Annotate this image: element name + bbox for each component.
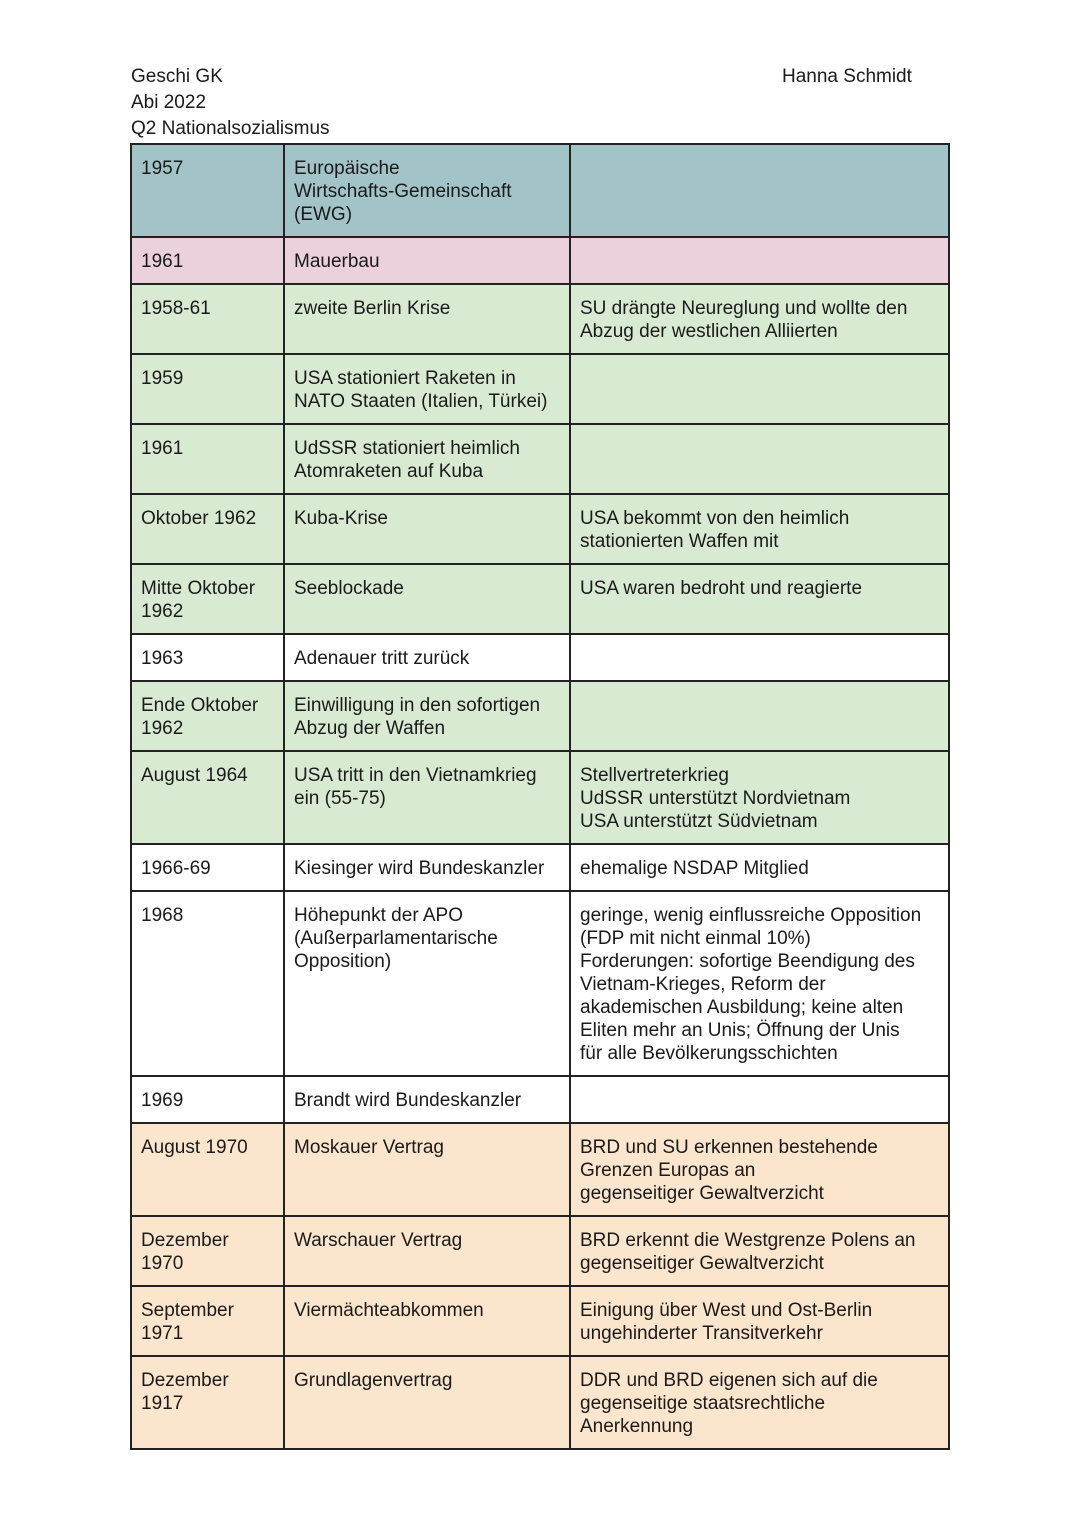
date-cell xyxy=(131,681,284,751)
notes-cell xyxy=(570,284,949,354)
notes-cell xyxy=(570,1286,949,1356)
date-cell xyxy=(131,751,284,844)
table-row xyxy=(131,891,949,1076)
event-text: zweite Berlin Krise xyxy=(294,298,451,319)
event-text: Kuba-Krise xyxy=(294,508,388,529)
date-text: August 1964 xyxy=(141,765,248,786)
date-cell xyxy=(131,1286,284,1356)
date-text: 1966-69 xyxy=(141,858,211,879)
event-cell xyxy=(284,564,570,634)
notes-text: SU drängte Neureglung und wollte den Abzug der westlichen Alliierten xyxy=(580,298,908,342)
event-text: Mauerbau xyxy=(294,251,380,272)
date-cell xyxy=(131,144,284,237)
event-text: Kiesinger wird Bundeskanzler xyxy=(294,858,545,879)
notes-cell xyxy=(570,564,949,634)
date-text: Ende Oktober 1962 xyxy=(141,695,259,739)
date-text: 1961 xyxy=(141,438,184,459)
notes-cell xyxy=(570,424,949,494)
date-cell xyxy=(131,1123,284,1216)
event-text: Grundlagenvertrag xyxy=(294,1370,453,1391)
notes-cell xyxy=(570,1356,949,1449)
date-cell xyxy=(131,284,284,354)
table-row xyxy=(131,237,949,284)
course-label: Geschi GK xyxy=(131,66,223,87)
table-row xyxy=(131,564,949,634)
table-row xyxy=(131,1216,949,1286)
event-cell xyxy=(284,144,570,237)
event-text: Seeblockade xyxy=(294,578,404,599)
date-cell xyxy=(131,424,284,494)
notes-text: USA bekommt von den heimlich stationierten Waffen mit xyxy=(580,508,850,552)
event-cell xyxy=(284,237,570,284)
event-text: Moskauer Vertrag xyxy=(294,1137,444,1158)
event-text: Einwilligung in den sofortigen Abzug der Waffen xyxy=(294,695,541,739)
timeline-body xyxy=(131,144,949,1449)
table-row xyxy=(131,681,949,751)
event-cell xyxy=(284,1286,570,1356)
notes-cell xyxy=(570,494,949,564)
date-text: September 1971 xyxy=(141,1300,234,1344)
notes-text: geringe, wenig einflussreiche Opposition (FDP mit nicht einmal 10%) Forderungen: sofortige Beendigung des Vietnam-Krieges, Reform der akademischen Ausbildung; keine alten Eliten mehr an Unis; Öffnung der Unis für alle Bevölkerungsschichten xyxy=(580,905,922,1064)
event-text: Warschauer Vertrag xyxy=(294,1230,463,1251)
table-row xyxy=(131,1356,949,1449)
event-text: Höhepunkt der APO (Außerparlamentarische Opposition) xyxy=(294,905,498,972)
date-text: 1963 xyxy=(141,648,184,669)
event-text: UdSSR stationiert heimlich Atomraketen auf Kuba xyxy=(294,438,520,482)
notes-text: ehemalige NSDAP Mitglied xyxy=(580,858,809,879)
date-cell xyxy=(131,1356,284,1449)
notes-text: BRD erkennt die Westgrenze Polens an gegenseitiger Gewaltverzicht xyxy=(580,1230,916,1274)
notes-text: DDR und BRD eigenen sich auf die gegenseitige staatsrechtliche Anerkennung xyxy=(580,1370,878,1437)
event-text: USA tritt in den Vietnamkrieg ein (55-75) xyxy=(294,765,537,809)
document-header xyxy=(131,64,330,142)
event-cell xyxy=(284,1123,570,1216)
topic-label: Q2 Nationalsozialismus xyxy=(131,118,330,139)
date-text: August 1970 xyxy=(141,1137,248,1158)
date-text: 1969 xyxy=(141,1090,184,1111)
table-row xyxy=(131,354,949,424)
notes-cell xyxy=(570,1076,949,1123)
date-cell xyxy=(131,1216,284,1286)
notes-cell xyxy=(570,751,949,844)
event-cell xyxy=(284,634,570,681)
event-cell xyxy=(284,284,570,354)
event-cell xyxy=(284,354,570,424)
table-row xyxy=(131,1286,949,1356)
notes-text: USA waren bedroht und reagierte xyxy=(580,578,863,599)
event-cell xyxy=(284,1076,570,1123)
date-text: 1959 xyxy=(141,368,184,389)
event-text: Brandt wird Bundeskanzler xyxy=(294,1090,522,1111)
notes-cell xyxy=(570,891,949,1076)
notes-cell xyxy=(570,1216,949,1286)
date-cell xyxy=(131,237,284,284)
notes-cell xyxy=(570,1123,949,1216)
table-row xyxy=(131,424,949,494)
date-cell xyxy=(131,891,284,1076)
date-text: 1958-61 xyxy=(141,298,211,319)
notes-cell xyxy=(570,144,949,237)
event-cell xyxy=(284,1216,570,1286)
table-row xyxy=(131,144,949,237)
author-name: Hanna Schmidt xyxy=(782,66,912,87)
notes-cell xyxy=(570,237,949,284)
event-cell xyxy=(284,844,570,891)
table-row xyxy=(131,634,949,681)
table-row xyxy=(131,751,949,844)
table-row xyxy=(131,1123,949,1216)
table-row xyxy=(131,1076,949,1123)
event-cell xyxy=(284,891,570,1076)
notes-cell xyxy=(570,681,949,751)
table-row xyxy=(131,284,949,354)
date-cell xyxy=(131,354,284,424)
date-cell xyxy=(131,564,284,634)
event-text: USA stationiert Raketen in NATO Staaten (Italien, Türkei) xyxy=(294,368,548,412)
notes-cell xyxy=(570,844,949,891)
date-text: Mitte Oktober 1962 xyxy=(141,578,256,622)
date-cell xyxy=(131,844,284,891)
date-cell xyxy=(131,1076,284,1123)
event-text: Viermächteabkommen xyxy=(294,1300,484,1321)
date-text: Oktober 1962 xyxy=(141,508,257,529)
date-cell xyxy=(131,494,284,564)
table-row xyxy=(131,494,949,564)
notes-text: Einigung über West und Ost-Berlin ungehinderter Transitverkehr xyxy=(580,1300,873,1344)
table-row xyxy=(131,844,949,891)
date-text: 1968 xyxy=(141,905,184,926)
event-cell xyxy=(284,751,570,844)
notes-cell xyxy=(570,634,949,681)
date-text: 1961 xyxy=(141,251,184,272)
event-text: Adenauer tritt zurück xyxy=(294,648,470,669)
event-cell xyxy=(284,494,570,564)
date-text: Dezember 1917 xyxy=(141,1370,229,1414)
date-cell xyxy=(131,634,284,681)
notes-cell xyxy=(570,354,949,424)
event-cell xyxy=(284,1356,570,1449)
event-cell xyxy=(284,681,570,751)
exam-label: Abi 2022 xyxy=(131,92,207,113)
date-text: 1957 xyxy=(141,158,184,179)
notes-text: Stellvertreterkrieg UdSSR unterstützt Nordvietnam USA unterstützt Südvietnam xyxy=(580,765,851,832)
timeline-table xyxy=(130,143,950,1450)
date-text: Dezember 1970 xyxy=(141,1230,229,1274)
event-text: Europäische Wirtschafts-Gemeinschaft (EWG) xyxy=(294,158,512,225)
event-cell xyxy=(284,424,570,494)
notes-text: BRD und SU erkennen bestehende Grenzen Europas an gegenseitiger Gewaltverzicht xyxy=(580,1137,878,1204)
